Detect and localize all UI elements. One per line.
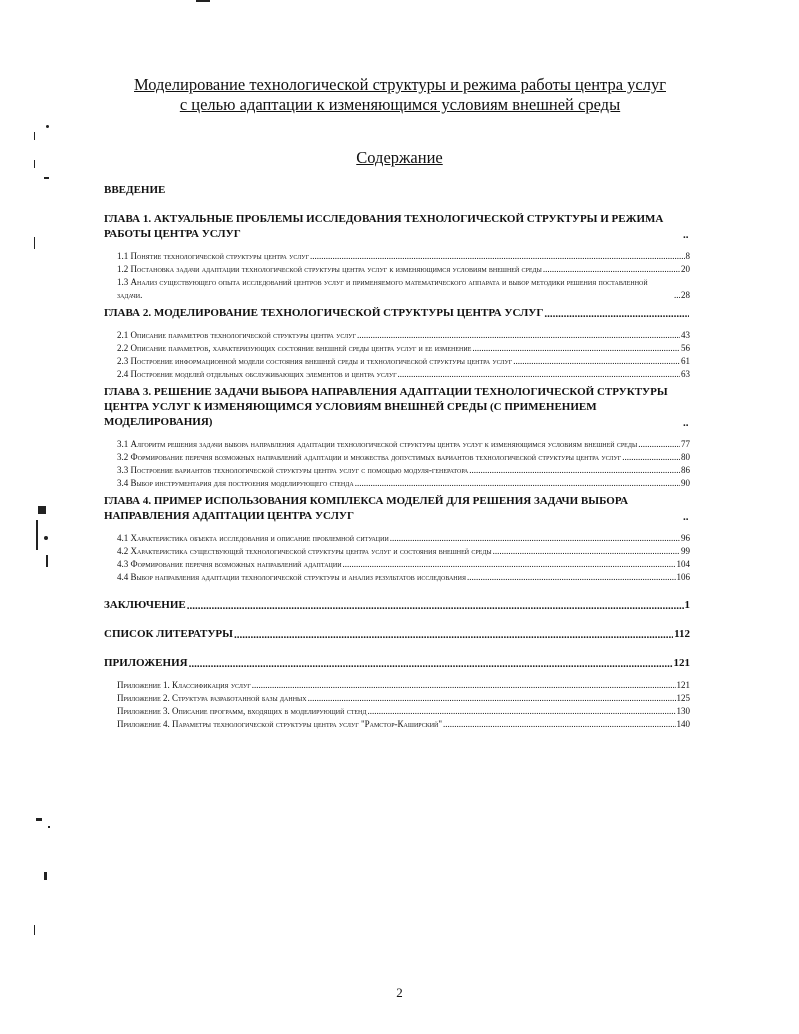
- toc-section-title: 4.4 Выбор направления адаптации технологической структуры и анализ результатов исследования: [117, 572, 466, 582]
- toc-chapter-title: ГЛАВА 1. АКТУАЛЬНЫЕ ПРОБЛЕМЫ ИССЛЕДОВАНИЯ ТЕХНОЛОГИЧЕСКОЙ СТРУКТУРЫ И РЕЖИМА РАБОТЫ ЦЕНТРА УСЛУГ: [104, 213, 664, 240]
- toc-section-title: 2.2 Описание параметров, характеризующих состояние внешней среды центра услуг и ее изменение: [117, 343, 472, 353]
- toc-page-number: 106: [676, 572, 690, 582]
- toc-leader: [343, 560, 676, 569]
- toc-section-title: Приложение 1. Классификация услуг: [117, 680, 251, 690]
- toc-section-1-1[interactable]: [117, 250, 690, 263]
- toc-section-4-4[interactable]: [117, 571, 690, 584]
- toc-leader: [683, 513, 689, 522]
- toc-chapter-title: ГЛАВА 3. РЕШЕНИЕ ЗАДАЧИ ВЫБОРА НАПРАВЛЕНИЯ АДАПТАЦИИ ТЕХНОЛОГИЧЕСКОЙ СТРУКТУРЫ ЦЕНТРА УСЛУГ К ИЗМЕНЯЮЩИМСЯ УСЛОВИЯМ ВНЕШНЕЙ СРЕДЫ (С ПРИМЕНЕНИЕМ МОДЕЛИРОВАНИЯ): [104, 386, 668, 428]
- toc-chapter-2[interactable]: [104, 306, 690, 321]
- toc-leader: [390, 534, 680, 543]
- toc-chapter-title: ГЛАВА 2. МОДЕЛИРОВАНИЕ ТЕХНОЛОГИЧЕСКОЙ СТРУКТУРЫ ЦЕНТРА УСЛУГ: [104, 307, 544, 319]
- document-title: [60, 75, 740, 115]
- scan-artifact: [34, 160, 35, 168]
- toc-appendix-1[interactable]: [117, 679, 690, 692]
- toc-leader: [638, 440, 680, 449]
- toc-leader: [543, 265, 680, 274]
- toc-page-number: 112: [674, 628, 690, 640]
- scan-artifact: [44, 177, 49, 179]
- toc-heading: Содержание: [356, 148, 443, 167]
- toc-leader: [398, 370, 680, 379]
- toc-leader: [467, 573, 676, 582]
- toc-page-number: 121: [673, 657, 690, 669]
- toc-leader: [622, 453, 680, 462]
- toc-page-number: 43: [681, 330, 690, 340]
- toc-section-3-1[interactable]: [117, 438, 690, 451]
- toc-appendix-4[interactable]: [117, 718, 690, 731]
- toc-leader: [443, 720, 675, 729]
- toc-section-title: Приложение 3. Описание программ, входящих в моделирующий стенд: [117, 706, 367, 716]
- toc-page-number: 130: [676, 706, 690, 716]
- toc-section-4-3[interactable]: [117, 558, 690, 571]
- toc-section-3-2[interactable]: [117, 451, 690, 464]
- toc-section-3-3[interactable]: [117, 464, 690, 477]
- toc-page-number: 96: [681, 533, 690, 543]
- toc-leader: [367, 707, 675, 716]
- scan-artifact: [48, 826, 50, 828]
- toc-chapter-1[interactable]: [104, 212, 690, 242]
- toc-chapter-title: ПРИЛОЖЕНИЯ: [104, 657, 188, 669]
- toc-leader: [187, 602, 684, 611]
- title-line-1: Моделирование технологической структуры и режима работы центра услуг: [134, 75, 666, 94]
- toc-section-title: 1.3 Анализ существующего опыта исследований центров услуг и применяемого математического аппарата и выбор методики решения поставленной задачи.: [117, 277, 648, 300]
- toc-section-title: Приложение 4. Параметры технологической структуры центра услуг "Рамстор-Каширский": [117, 719, 443, 729]
- toc-leader: [308, 694, 676, 703]
- scan-artifact: [36, 818, 42, 821]
- toc-page-number: 20: [681, 264, 690, 274]
- toc-section-2-4[interactable]: [117, 368, 690, 381]
- toc-section-title: 2.1 Описание параметров технологической структуры центра услуг: [117, 330, 356, 340]
- toc-chapter-title: СПИСОК ЛИТЕРАТУРЫ: [104, 628, 233, 640]
- toc-references[interactable]: [104, 627, 690, 642]
- toc-section-title: 2.3 Построение информационной модели состояния внешней среды и технологической структуры центра услуг: [117, 356, 513, 366]
- toc-section-title: 4.2 Характеристика существующей технологической структуры центра услуг и состояния внешней среды: [117, 546, 492, 556]
- scan-artifact: [34, 132, 35, 140]
- toc-section-title: 1.2 Постановка задачи адаптации технологической структуры центра услуг к изменяющимся условиям внешней среды: [117, 264, 542, 274]
- scan-artifact: [46, 125, 49, 128]
- toc-appendix-3[interactable]: [117, 705, 690, 718]
- scan-artifact: [196, 0, 210, 2]
- toc-conclusion[interactable]: [104, 598, 690, 613]
- toc-page-number: 63: [681, 369, 690, 379]
- toc-leader: [674, 291, 680, 300]
- toc-leader: [310, 252, 684, 261]
- toc-page-number: 90: [681, 478, 690, 488]
- toc-chapter-3[interactable]: [104, 385, 690, 430]
- scan-artifact: [36, 520, 38, 550]
- toc-leader: [357, 331, 680, 340]
- toc-appendix-2[interactable]: [117, 692, 690, 705]
- toc-leader: [234, 631, 673, 640]
- scan-artifact: [46, 555, 48, 567]
- toc-page-number: 77: [681, 439, 690, 449]
- scan-artifact: [44, 536, 48, 540]
- toc-section-2-2[interactable]: [117, 342, 690, 355]
- toc-leader: [355, 479, 680, 488]
- toc-section-4-2[interactable]: [117, 545, 690, 558]
- toc-section-2-3[interactable]: [117, 355, 690, 368]
- toc-section-title: 3.2 Формирование перечня возможных направлений адаптации и множества допустимых вариантов технологической структуры центра услуг: [117, 452, 622, 462]
- scan-artifact: [44, 872, 47, 880]
- scan-artifact: [38, 506, 46, 514]
- toc-page-number: 28: [681, 290, 690, 300]
- toc-section-title: 1.1 Понятие технологической структуры центра услуг: [117, 251, 310, 261]
- toc-leader: [683, 231, 689, 240]
- toc-leader: [544, 310, 689, 319]
- toc-section-title: 4.1 Характеристика объекта исследования и описание проблемной ситуации: [117, 533, 389, 543]
- scan-artifact: [34, 237, 35, 249]
- toc-page-number: 56: [681, 343, 690, 353]
- toc-page-number: 80: [681, 452, 690, 462]
- toc-leader: [513, 357, 680, 366]
- toc-section-1-3[interactable]: [117, 276, 690, 302]
- toc-leader: [469, 466, 680, 475]
- toc-chapter-4[interactable]: [104, 494, 690, 524]
- toc-page-number: 61: [681, 356, 690, 366]
- toc-page-number: 104: [676, 559, 690, 569]
- toc-section-title: 2.4 Построение моделей отдельных обслуживающих элементов и центра услуг: [117, 369, 397, 379]
- toc-page-number: 121: [676, 680, 690, 690]
- title-line-2: с целью адаптации к изменяющимся условиям внешней среды: [179, 95, 621, 114]
- toc-chapter-title: ГЛАВА 4. ПРИМЕР ИСПОЛЬЗОВАНИЯ КОМПЛЕКСА МОДЕЛЕЙ ДЛЯ РЕШЕНИЯ ЗАДАЧИ ВЫБОРА НАПРАВЛЕНИЯ АДАПТАЦИИ ЦЕНТРА УСЛУГ: [104, 495, 629, 522]
- toc-section-title: 4.3 Формирование перечня возможных направлений адаптации: [117, 559, 342, 569]
- toc-appendices[interactable]: [104, 656, 690, 671]
- toc-leader: [252, 681, 676, 690]
- toc-page-number: 125: [676, 693, 690, 703]
- scan-artifact: [34, 925, 35, 935]
- toc-page-number: 86: [681, 465, 690, 475]
- toc-leader: [472, 344, 680, 353]
- toc-section-2-1[interactable]: [117, 329, 690, 342]
- toc-leader: [683, 419, 689, 428]
- toc-section-3-4[interactable]: [117, 477, 690, 490]
- toc-page-number: 8: [685, 251, 690, 261]
- toc-leader: [493, 547, 680, 556]
- toc-leader: [189, 660, 673, 669]
- toc-section-title: 3.4 Выбор инструментария для построения моделирующего стенда: [117, 478, 354, 488]
- toc-intro: ВВЕДЕНИЕ: [104, 184, 166, 196]
- page-number: 2: [396, 985, 403, 1000]
- toc-chapter-title: ЗАКЛЮЧЕНИЕ: [104, 599, 186, 611]
- toc-section-4-1[interactable]: [117, 532, 690, 545]
- toc-page-number: 1: [684, 599, 690, 611]
- toc-section-title: 3.3 Построение вариантов технологической структуры центра услуг с помощью модуля-генератора: [117, 465, 469, 475]
- toc-section-1-2[interactable]: [117, 263, 690, 276]
- toc-page-number: 140: [676, 719, 690, 729]
- toc-page-number: 99: [681, 546, 690, 556]
- toc-section-title: 3.1 Алгоритм решения задачи выбора направления адаптации технологической структуры центра услуг к изменяющимся условиям внешней среды: [117, 439, 638, 449]
- table-of-contents: [104, 183, 690, 731]
- toc-section-title: Приложение 2. Структура разработанной базы данных: [117, 693, 307, 703]
